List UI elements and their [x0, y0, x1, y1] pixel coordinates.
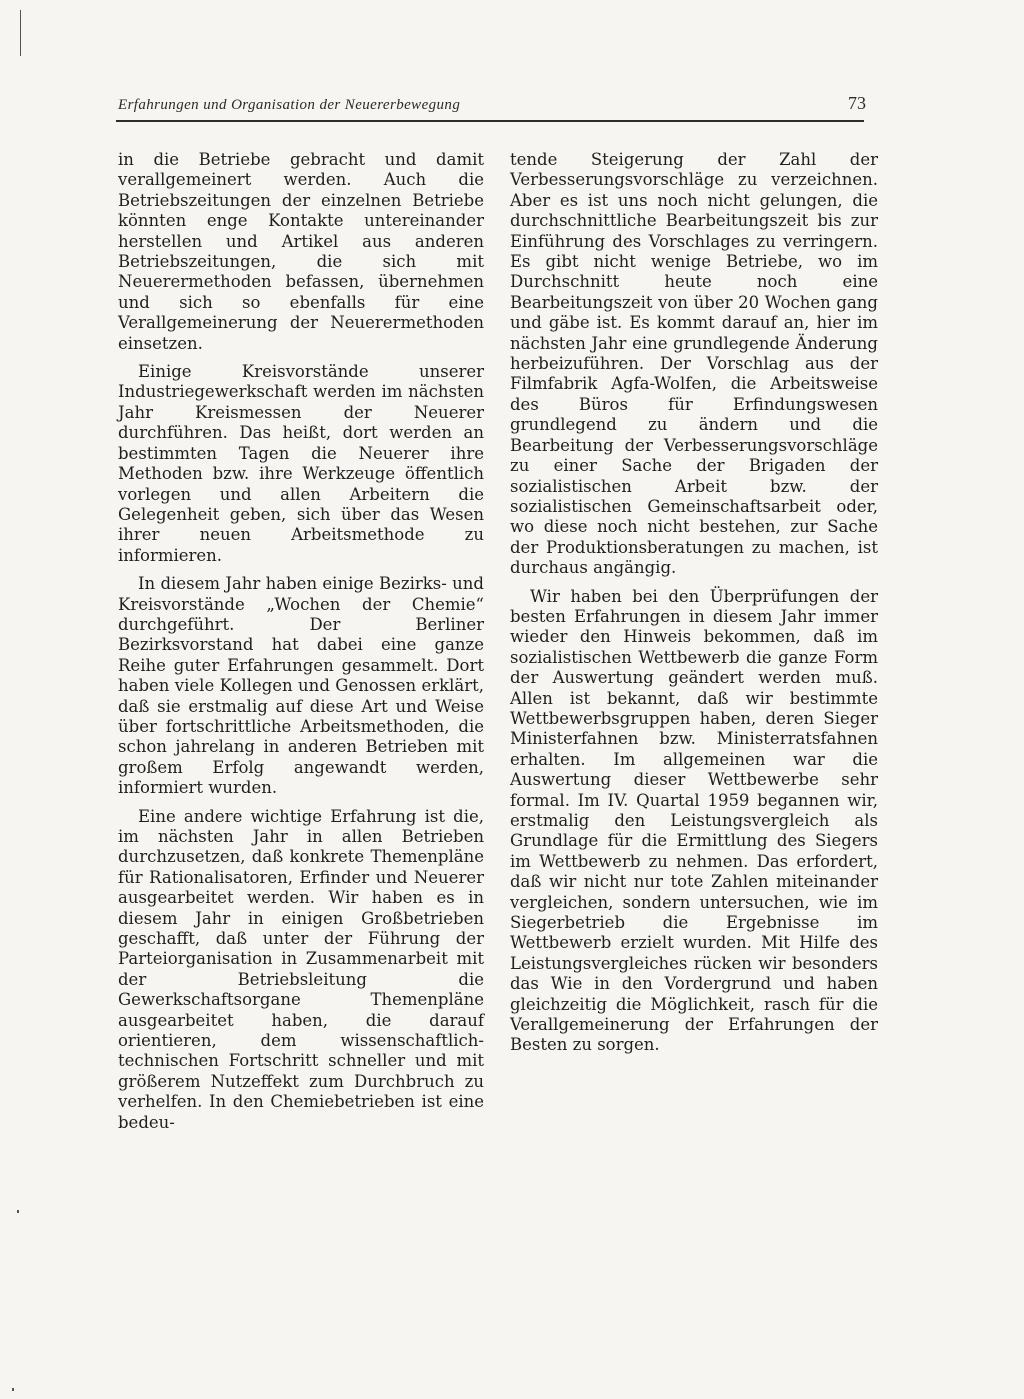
scan-margin-mark [12, 1388, 14, 1391]
right-column [510, 150, 878, 1064]
paragraph: Einige Kreisvorstände unserer Industriegewerkschaft werden im nächsten Jahr Kreismessen der Neuerer durchführen. Das heißt, dort werden an bestimmten Tagen die Neuerer ihre Methoden bzw. ihre Werkzeuge öffentlich vorlegen und allen Arbeitern die Gelegenheit geben, sich über das Wesen ihrer neuen Arbeitsmethode zu informieren. [118, 362, 484, 565]
scan-margin-mark [20, 10, 21, 56]
page-number: 73 [848, 93, 866, 113]
paragraph: Eine andere wichtige Erfahrung ist die, im nächsten Jahr in allen Betrieben durchzusetzen, daß konkrete Themenpläne für Rationalisatoren, Erfinder und Neuerer ausgearbeitet werden. Wir haben es in diesem Jahr in einigen Großbetrieben geschafft, daß unter der Führung der Parteiorganisation in Zusammenarbeit mit der Betriebsleitung die Gewerkschaftsorgane Themenpläne ausgearbeitet haben, die darauf orientieren, dem wissenschaftlich-technischen Fortschritt schneller und mit größerem Nutzeffekt zum Durchbruch zu verhelfen. In den Chemiebetrieben ist eine bedeu- [118, 806, 484, 1132]
paragraph: in die Betriebe gebracht und damit verallgemeinert werden. Auch die Betriebszeitungen der einzelnen Betriebe könnten enge Kontakte untereinander herstellen und Artikel aus anderen Betriebszeitungen, die sich mit Neuerermethoden befassen, übernehmen und sich so ebenfalls für eine Verallgemeinerung der Neuerermethoden einsetzen. [118, 150, 484, 353]
scan-margin-mark [17, 1210, 19, 1213]
header-rule [116, 120, 864, 122]
paragraph: Wir haben bei den Überprüfungen der besten Erfahrungen in diesem Jahr immer wieder den Hinweis bekommen, daß im sozialistischen Wettbewerb die ganze Form der Auswertung geändert werden muß. Allen ist bekannt, daß wir bestimmte Wettbewerbsgruppen haben, deren Sieger Ministerfahnen bzw. Ministerratsfahnen erhalten. Im allgemeinen war die Auswertung dieser Wettbewerbe sehr formal. Im IV. Quartal 1959 begannen wir, erstmalig den Leistungsvergleich als Grundlage für die Ermittlung des Siegers im Wettbewerb zu nehmen. Das erfordert, daß wir nicht nur tote Zahlen miteinander vergleichen, sondern untersuchen, wie im Siegerbetrieb die Ergebnisse im Wettbewerb erzielt wurden. Mit Hilfe des Leistungsvergleiches rücken wir besonders das Wie in den Vordergrund und haben gleichzeitig die Möglichkeit, rasch für die Verallgemeinerung der Erfahrungen der Besten zu sorgen. [510, 586, 878, 1055]
paragraph: In diesem Jahr haben einige Bezirks- und Kreisvorstände „Wochen der Chemie“ durchgeführt. Der Berliner Bezirksvorstand hat dabei eine ganze Reihe guter Erfahrungen gesammelt. Dort haben viele Kollegen und Genossen erklärt, daß sie erstmalig auf diese Art und Weise über fortschrittliche Arbeitsmethoden, die schon jahrelang in anderen Betrieben mit großem Erfolg angewandt werden, informiert wurden. [118, 574, 484, 798]
left-column [118, 150, 484, 1141]
paragraph: tende Steigerung der Zahl der Verbesserungsvorschläge zu verzeichnen. Aber es ist uns noch nicht gelungen, die durchschnittliche Bearbeitungszeit bis zur Einführung des Vorschlages zu verringern. Es gibt nicht wenige Betriebe, wo im Durchschnitt heute noch eine Bearbeitungszeit von über 20 Wochen gang und gäbe ist. Es kommt darauf an, hier im nächsten Jahr eine grundlegende Änderung herbeizuführen. Der Vorschlag aus der Filmfabrik Agfa-Wolfen, die Arbeitsweise des Büros für Erfindungswesen grundlegend zu ändern und die Bearbeitung der Verbesserungsvorschläge zu einer Sache der Brigaden der sozialistischen Arbeit bzw. der sozialistischen Gemeinschaftsarbeit oder, wo diese noch nicht bestehen, zur Sache der Produktionsberatungen zu machen, ist durchaus angängig. [510, 150, 878, 578]
running-head: Erfahrungen und Organisation der Neuererbewegung [118, 97, 461, 113]
